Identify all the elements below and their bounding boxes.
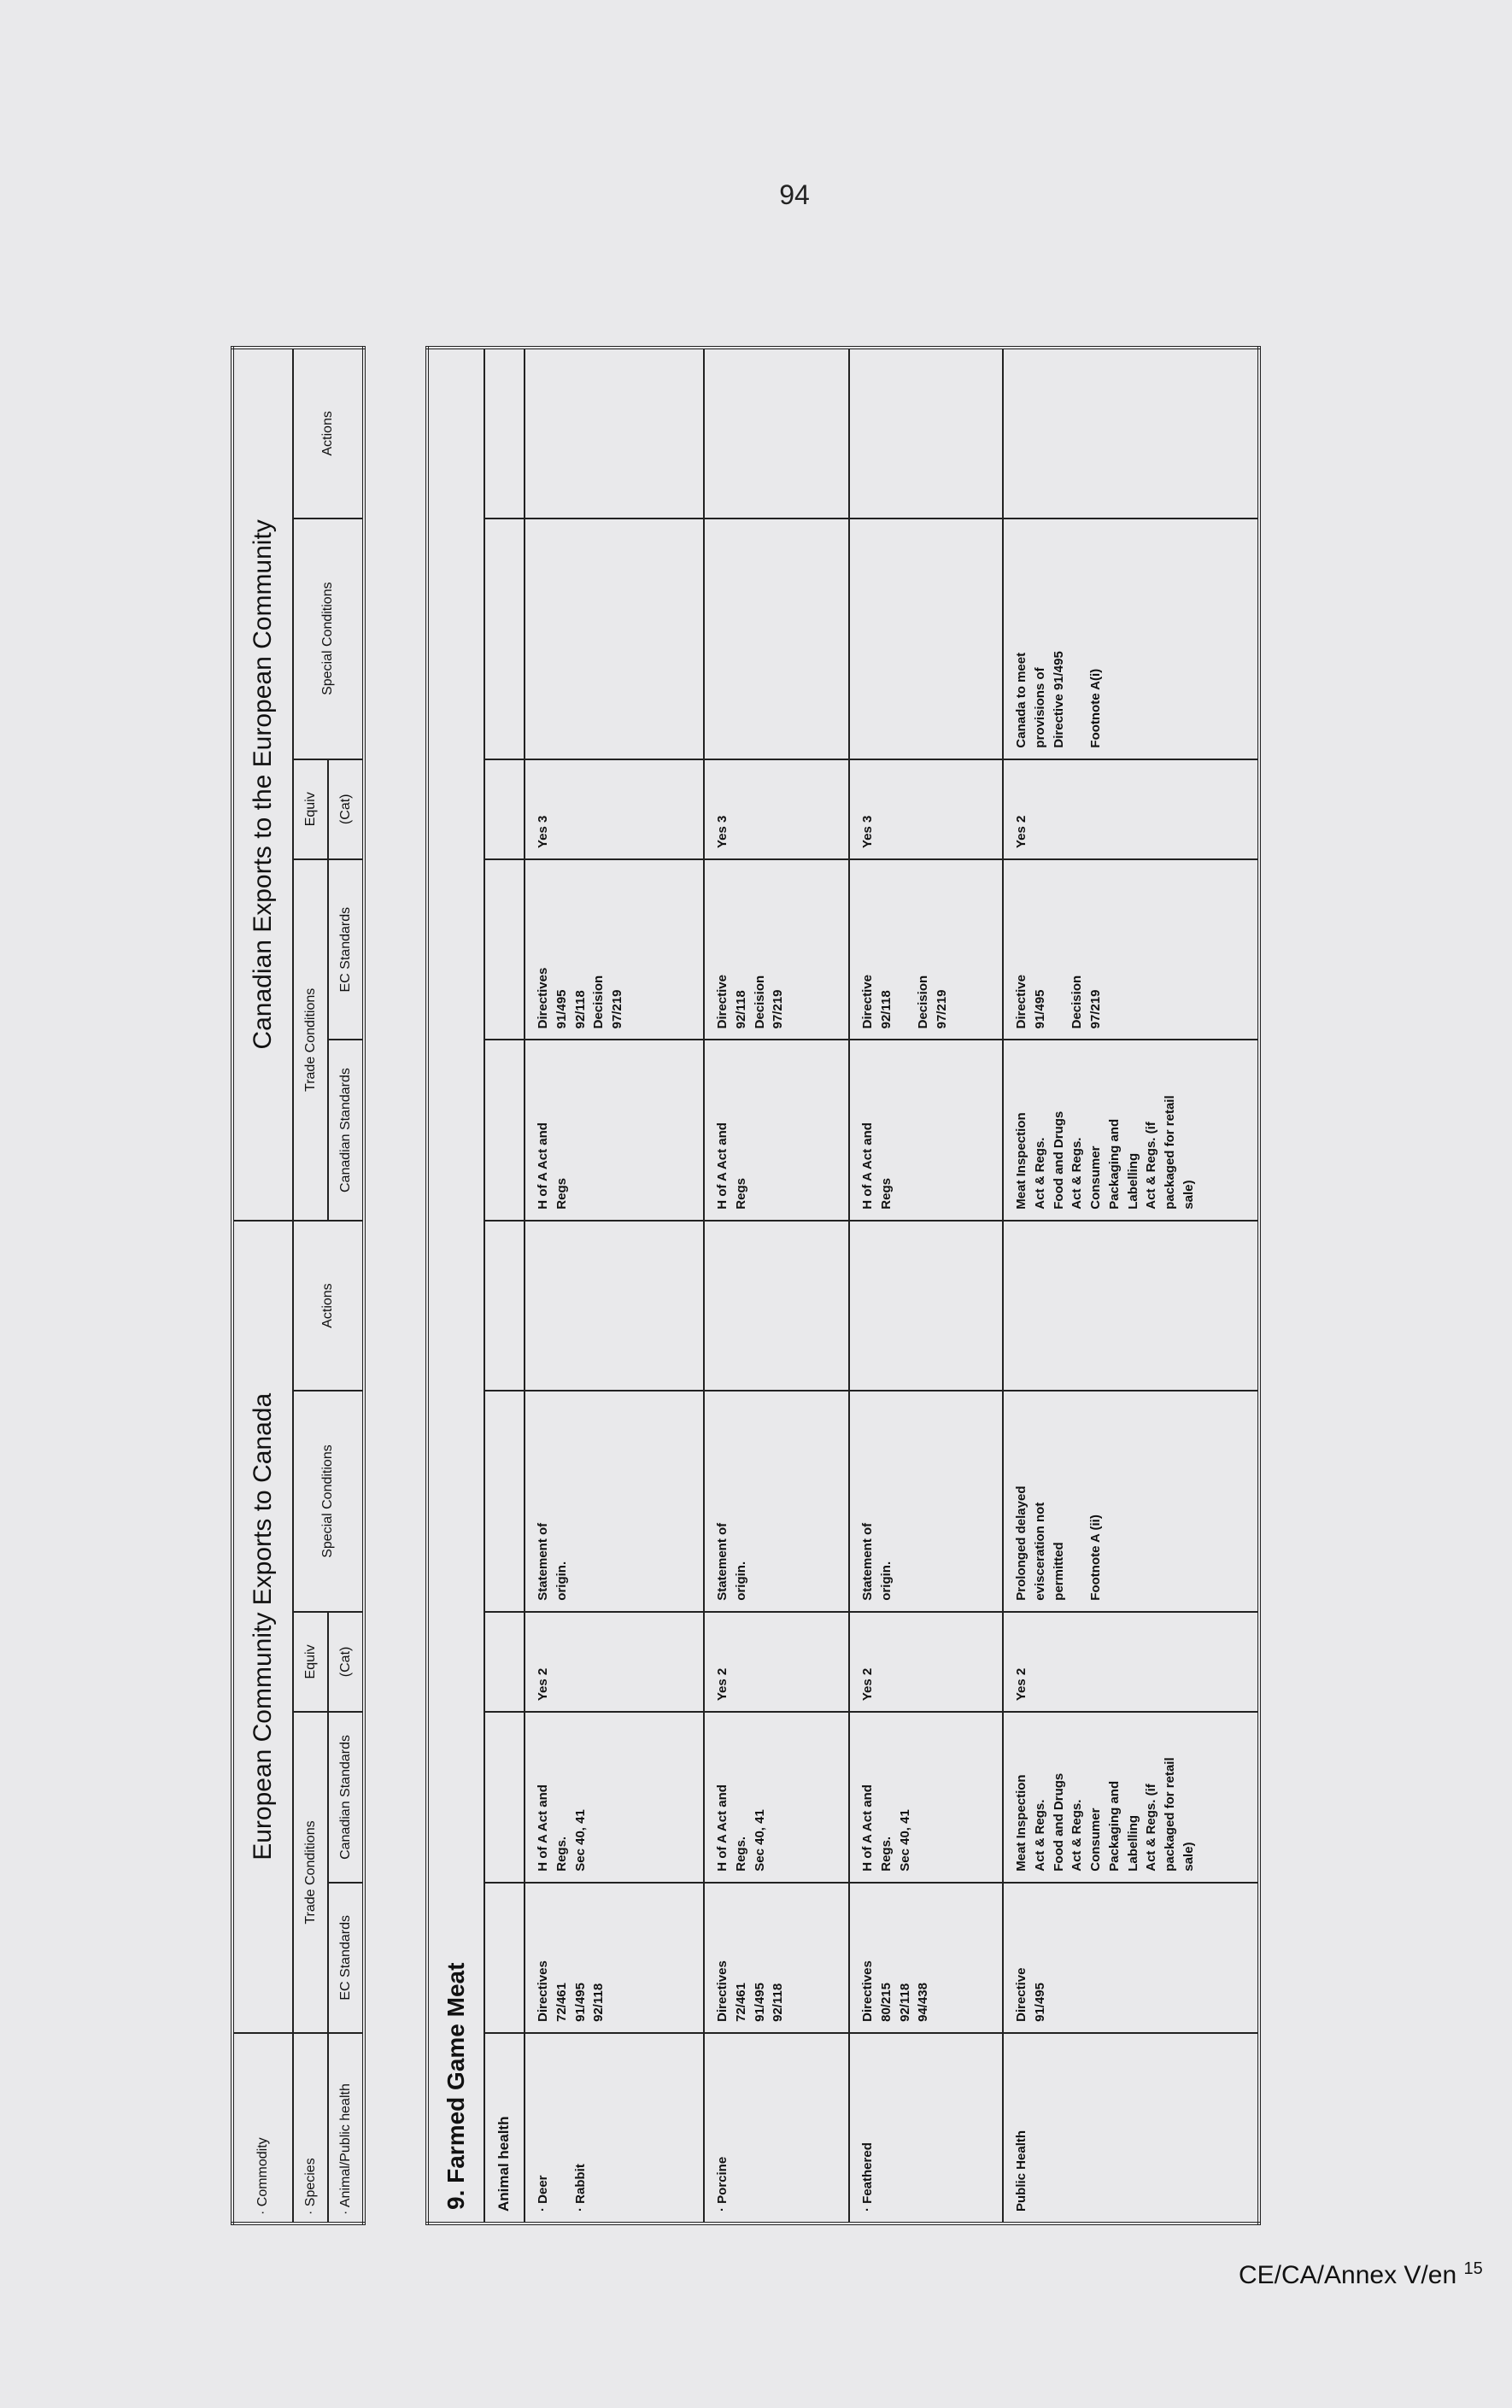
ca-actions: Actions bbox=[293, 348, 364, 519]
animal-public-health-label: · Animal/Public health bbox=[328, 2033, 364, 2223]
eu-special-cell: Statement of origin. bbox=[849, 1391, 1003, 1611]
table-row bbox=[849, 348, 1003, 2223]
ca-canadian-standards: Canadian Standards bbox=[328, 1040, 364, 1220]
commodity-label: · Commodity bbox=[232, 2033, 293, 2223]
canada-to-eu-title: Canadian Exports to the European Community bbox=[232, 348, 293, 1221]
eu-actions: Actions bbox=[293, 1221, 364, 1391]
ca-actions-cell bbox=[849, 348, 1003, 519]
eu-actions-cell bbox=[1003, 1221, 1259, 1391]
ca-cat: (Cat) bbox=[328, 759, 364, 859]
eu-canadian-standards: Canadian Standards bbox=[328, 1712, 364, 1883]
rotated-table-container bbox=[231, 346, 1204, 2225]
page-number: 94 bbox=[779, 179, 810, 210]
header-table bbox=[231, 346, 366, 2225]
ca-trade-conditions: Trade Conditions bbox=[293, 859, 328, 1221]
document-reference bbox=[1239, 2259, 1483, 2290]
eu-can-cell: H of A Act and Regs. Sec 40, 41 bbox=[704, 1712, 849, 1883]
document-reference-sup: 15 bbox=[1463, 2259, 1483, 2278]
eu-ec-cell: Directives 72/461 91/495 92/118 bbox=[525, 1883, 704, 2033]
eu-special-cell: Prolonged delayed evisceration not permitted Footnote A (ii) bbox=[1003, 1391, 1259, 1611]
eu-to-canada-title: European Community Exports to Canada bbox=[232, 1221, 293, 2033]
eu-actions-cell bbox=[525, 1221, 704, 1391]
eu-equiv: Equiv bbox=[293, 1612, 328, 1712]
eu-actions-cell bbox=[849, 1221, 1003, 1391]
eu-ec-cell: Directives 80/215 92/118 94/438 bbox=[849, 1883, 1003, 2033]
eu-cat: (Cat) bbox=[328, 1612, 364, 1712]
eu-special-cell: Statement of origin. bbox=[525, 1391, 704, 1611]
ca-ec-cell: Directives 91/495 92/118 Decision 97/219 bbox=[525, 859, 704, 1040]
eu-can-cell: H of A Act and Regs. Sec 40, 41 bbox=[849, 1712, 1003, 1883]
species-cell: Public Health bbox=[1003, 2033, 1259, 2223]
species-cell: · Feathered bbox=[849, 2033, 1003, 2223]
species-label: · Species bbox=[293, 2033, 328, 2223]
ca-can-cell: H of A Act and Regs bbox=[525, 1040, 704, 1220]
eu-trade-conditions: Trade Conditions bbox=[293, 1712, 328, 2033]
eu-can-cell: Meat Inspection Act & Regs. Food and Drugs Act & Regs. Consumer Packaging and Labelling Act & Regs. (if packaged for retail sale) bbox=[1003, 1712, 1259, 1883]
ca-special-conditions: Special Conditions bbox=[293, 519, 364, 759]
table-row bbox=[1003, 348, 1259, 2223]
ca-can-cell: H of A Act and Regs bbox=[704, 1040, 849, 1220]
eu-can-cell: H of A Act and Regs. Sec 40, 41 bbox=[525, 1712, 704, 1883]
species-cell: · Porcine bbox=[704, 2033, 849, 2223]
animal-health-heading: Animal health bbox=[484, 2033, 525, 2223]
ca-ec-cell: Directive 92/118 Decision 97/219 bbox=[704, 859, 849, 1040]
ca-ec-cell: Directive 91/495 Decision 97/219 bbox=[1003, 859, 1259, 1040]
ca-equiv-cell: Yes 3 bbox=[525, 759, 704, 859]
eu-actions-cell bbox=[704, 1221, 849, 1391]
ca-equiv-cell: Yes 3 bbox=[704, 759, 849, 859]
ca-special-cell bbox=[849, 519, 1003, 759]
section-title: 9. Farmed Game Meat bbox=[427, 348, 485, 2223]
ca-special-cell bbox=[525, 519, 704, 759]
eu-equiv-cell: Yes 2 bbox=[704, 1612, 849, 1712]
table-row bbox=[704, 348, 849, 2223]
ca-special-cell bbox=[704, 519, 849, 759]
eu-special-cell: Statement of origin. bbox=[704, 1391, 849, 1611]
ca-equiv-cell: Yes 3 bbox=[849, 759, 1003, 859]
ca-actions-cell bbox=[1003, 348, 1259, 519]
eu-equiv-cell: Yes 2 bbox=[849, 1612, 1003, 1712]
ca-ec-standards: EC Standards bbox=[328, 859, 364, 1040]
ca-actions-cell bbox=[704, 348, 849, 519]
ca-ec-cell: Directive 92/118 Decision 97/219 bbox=[849, 859, 1003, 1040]
document-reference-text: CE/CA/Annex V/en bbox=[1239, 2261, 1457, 2289]
species-cell: · Deer · Rabbit bbox=[525, 2033, 704, 2223]
eu-equiv-cell: Yes 2 bbox=[525, 1612, 704, 1712]
eu-ec-cell: Directives 72/461 91/495 92/118 bbox=[704, 1883, 849, 2033]
ca-actions-cell bbox=[525, 348, 704, 519]
ca-can-cell: H of A Act and Regs bbox=[849, 1040, 1003, 1220]
eu-special-conditions: Special Conditions bbox=[293, 1391, 364, 1611]
ca-equiv-cell: Yes 2 bbox=[1003, 759, 1259, 859]
table-row bbox=[525, 348, 704, 2223]
eu-ec-cell: Directive 91/495 bbox=[1003, 1883, 1259, 2033]
landscape-content bbox=[231, 346, 1204, 2225]
ca-can-cell: Meat Inspection Act & Regs. Food and Drugs Act & Regs. Consumer Packaging and Labelling Act & Regs. (if packaged for retail sale) bbox=[1003, 1040, 1259, 1220]
ca-special-cell: Canada to meet provisions of Directive 91/495 Footnote A(i) bbox=[1003, 519, 1259, 759]
ca-equiv: Equiv bbox=[293, 759, 328, 859]
body-table bbox=[425, 346, 1261, 2225]
eu-ec-standards: EC Standards bbox=[328, 1883, 364, 2033]
eu-equiv-cell: Yes 2 bbox=[1003, 1612, 1259, 1712]
